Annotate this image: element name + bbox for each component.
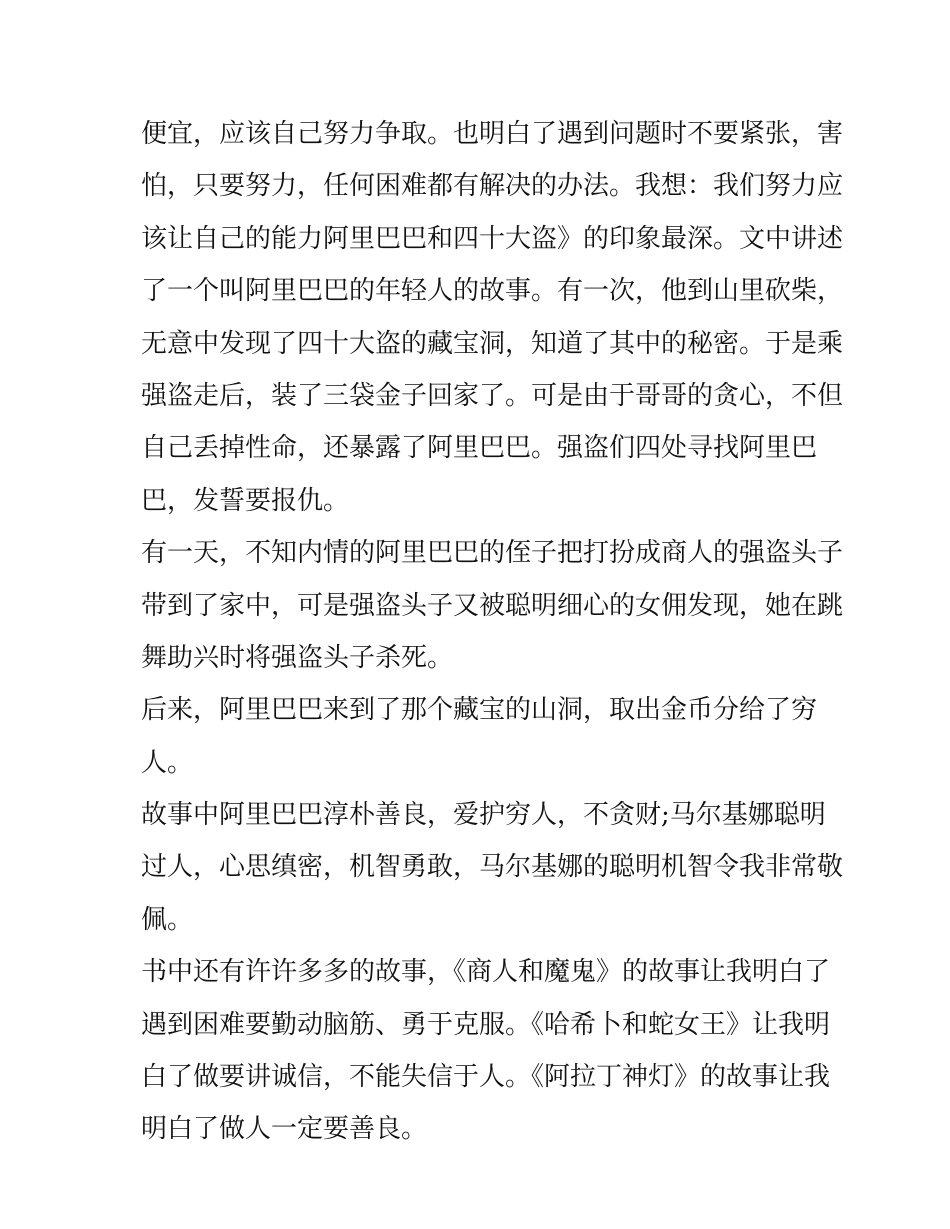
text-line: 怕，只要努力，任何困难都有解决的办法。我想：我们努力应 bbox=[141, 171, 844, 202]
text-line: 便宜，应该自己努力争取。也明白了遇到问题时不要紧张，害 bbox=[141, 119, 844, 149]
text-line: 佩。 bbox=[141, 904, 194, 935]
text-line: 遇到困难要勤动脑筋、勇于克服。《哈希卜和蛇女王》让我明 bbox=[141, 1009, 831, 1040]
text-line: 书中还有许许多多的故事，《商人和魔鬼》的故事让我明白了 bbox=[141, 957, 831, 988]
text-line: 该让自己的能力阿里巴巴和四十大盗》的印象最深。文中讲述 bbox=[141, 223, 844, 254]
body-text bbox=[141, 108, 844, 1156]
text-line: 自己丢掉性命，还暴露了阿里巴巴。强盗们四处寻找阿里巴 bbox=[141, 433, 818, 464]
text-line: 巴，发誓要报仇。 bbox=[141, 485, 350, 516]
text-line: 后来，阿里巴巴来到了那个藏宝的山洞，取出金币分给了穷 bbox=[141, 695, 818, 726]
text-line: 了一个叫阿里巴巴的年轻人的故事。有一次，他到山里砍柴， bbox=[141, 276, 844, 307]
text-line: 无意中发现了四十大盗的藏宝洞，知道了其中的秘密。于是乘 bbox=[141, 328, 844, 359]
text-line: 明白了做人一定要善良。 bbox=[141, 1114, 428, 1145]
text-line: 人。 bbox=[141, 747, 194, 778]
text-line: 白了做要讲诚信，不能失信于人。《阿拉丁神灯》的故事让我 bbox=[141, 1062, 831, 1093]
text-line: 过人，心思缜密，机智勇敢，马尔基娜的聪明机智令我非常敬 bbox=[141, 852, 844, 883]
text-line: 舞助兴时将强盗头子杀死。 bbox=[141, 642, 454, 673]
text-line: 带到了家中，可是强盗头子又被聪明细心的女佣发现，她在跳 bbox=[141, 590, 844, 621]
text-line: 故事中阿里巴巴淳朴善良，爱护穷人，不贪财;马尔基娜聪明 bbox=[141, 800, 826, 831]
text-line: 有一天，不知内情的阿里巴巴的侄子把打扮成商人的强盗头子 bbox=[141, 538, 844, 569]
text-line: 强盗走后，装了三袋金子回家了。可是由于哥哥的贪心，不但 bbox=[141, 380, 844, 411]
